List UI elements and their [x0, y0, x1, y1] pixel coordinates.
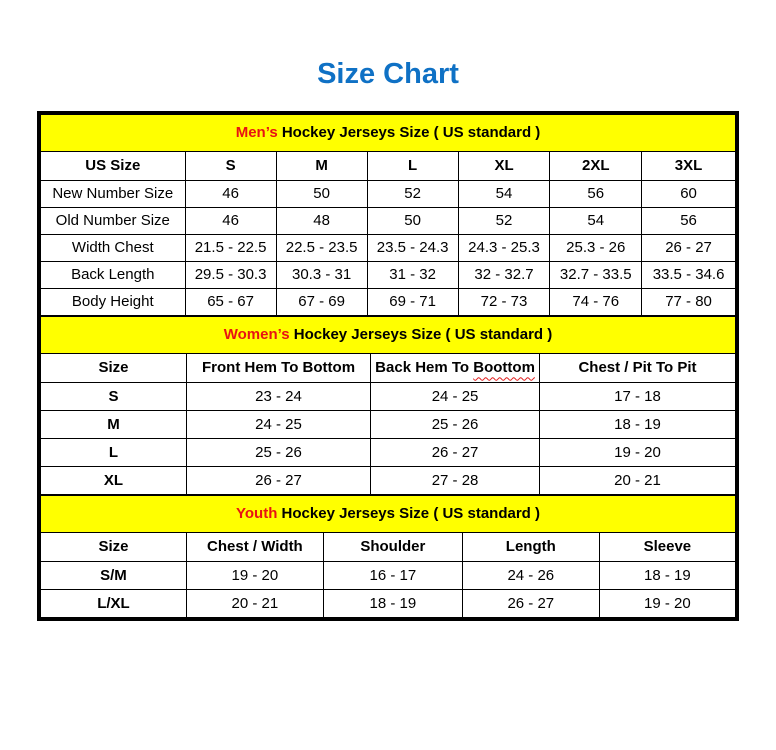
womens-size-cell: 19 - 20	[539, 439, 735, 467]
mens-size-cell: 22.5 - 23.5	[276, 235, 367, 262]
womens-size-cell: 26 - 27	[371, 439, 540, 467]
mens-size-table	[40, 114, 736, 316]
mens-size-cell: 54	[550, 208, 642, 235]
mens-size-cell: 25.3 - 26	[550, 235, 642, 262]
mens-size-cell: 74 - 76	[550, 289, 642, 316]
mens-heading-accent: Men’s	[235, 124, 278, 142]
mens-size-cell: 46	[185, 181, 276, 208]
mens-column-header-0: US Size	[41, 152, 186, 181]
womens-size-cell: 25 - 26	[371, 411, 540, 439]
youth-heading-text: Hockey Jerseys Size ( US standard )	[277, 505, 540, 523]
youth-size-cell: 19 - 20	[599, 590, 735, 618]
womens-section-heading	[41, 317, 736, 354]
womens-row-label: M	[41, 411, 187, 439]
mens-size-cell: 69 - 71	[367, 289, 458, 316]
womens-size-cell: 24 - 25	[186, 411, 370, 439]
womens-column-header-3: Chest / Pit To Pit	[539, 354, 735, 383]
youth-size-cell: 24 - 26	[462, 562, 599, 590]
mens-heading-text: Hockey Jerseys Size ( US standard )	[277, 124, 541, 142]
mens-column-header-6: 3XL	[642, 152, 736, 181]
mens-size-cell: 26 - 27	[642, 235, 736, 262]
misspelled-word: Boottom	[473, 359, 535, 377]
youth-column-header-4: Sleeve	[599, 533, 735, 562]
mens-table-row	[41, 289, 736, 316]
mens-size-cell: 65 - 67	[185, 289, 276, 316]
womens-size-cell: 18 - 19	[539, 411, 735, 439]
mens-size-cell: 48	[276, 208, 367, 235]
womens-row-label: S	[41, 383, 187, 411]
youth-heading-accent: Youth	[236, 505, 278, 523]
youth-column-header-3: Length	[462, 533, 599, 562]
mens-size-cell: 24.3 - 25.3	[458, 235, 550, 262]
mens-size-cell: 67 - 69	[276, 289, 367, 316]
size-chart-page	[0, 58, 776, 750]
youth-section-heading	[41, 496, 736, 533]
womens-size-cell: 23 - 24	[186, 383, 370, 411]
youth-header-row	[41, 533, 736, 562]
mens-column-header-3: L	[367, 152, 458, 181]
womens-heading-text: Hockey Jerseys Size ( US standard )	[289, 326, 553, 344]
page-title: Size Chart	[317, 58, 459, 90]
womens-row-label: XL	[41, 467, 187, 495]
mens-table-row	[41, 235, 736, 262]
mens-size-cell: 50	[367, 208, 458, 235]
mens-size-cell: 32 - 32.7	[458, 262, 550, 289]
mens-column-header-2: M	[276, 152, 367, 181]
womens-header-row	[41, 354, 736, 383]
youth-column-header-2: Shoulder	[323, 533, 462, 562]
mens-size-cell: 21.5 - 22.5	[185, 235, 276, 262]
mens-section-heading	[41, 115, 736, 152]
mens-size-cell: 72 - 73	[458, 289, 550, 316]
womens-column-header-2: Back Hem To Boottom	[371, 354, 540, 383]
youth-size-cell: 16 - 17	[323, 562, 462, 590]
mens-column-header-4: XL	[458, 152, 550, 181]
womens-section-band	[41, 317, 736, 354]
womens-row-label: L	[41, 439, 187, 467]
womens-size-cell: 24 - 25	[371, 383, 540, 411]
mens-size-cell: 50	[276, 181, 367, 208]
mens-size-cell: 32.7 - 33.5	[550, 262, 642, 289]
mens-size-cell: 54	[458, 181, 550, 208]
mens-table-row	[41, 181, 736, 208]
mens-size-cell: 56	[642, 208, 736, 235]
mens-table-row	[41, 208, 736, 235]
youth-size-table	[40, 495, 736, 618]
mens-size-cell: 46	[185, 208, 276, 235]
youth-table-row	[41, 590, 736, 618]
mens-row-label: Old Number Size	[41, 208, 186, 235]
mens-size-cell: 29.5 - 30.3	[185, 262, 276, 289]
youth-size-cell: 18 - 19	[323, 590, 462, 618]
womens-heading-accent: Women’s	[223, 326, 290, 344]
womens-column-header-1: Front Hem To Bottom	[186, 354, 370, 383]
mens-row-label: New Number Size	[41, 181, 186, 208]
womens-size-cell: 20 - 21	[539, 467, 735, 495]
youth-column-header-0: Size	[41, 533, 187, 562]
mens-size-cell: 33.5 - 34.6	[642, 262, 736, 289]
youth-size-cell: 18 - 19	[599, 562, 735, 590]
mens-size-cell: 30.3 - 31	[276, 262, 367, 289]
mens-size-cell: 52	[367, 181, 458, 208]
mens-size-cell: 56	[550, 181, 642, 208]
youth-row-label: S/M	[41, 562, 187, 590]
womens-size-cell: 26 - 27	[186, 467, 370, 495]
size-chart-tables	[37, 111, 739, 621]
mens-size-cell: 52	[458, 208, 550, 235]
womens-size-cell: 27 - 28	[371, 467, 540, 495]
youth-row-label: L/XL	[41, 590, 187, 618]
mens-row-label: Width Chest	[41, 235, 186, 262]
womens-size-cell: 17 - 18	[539, 383, 735, 411]
mens-section-band	[41, 115, 736, 152]
mens-table-row	[41, 262, 736, 289]
youth-section-band	[41, 496, 736, 533]
youth-size-cell: 26 - 27	[462, 590, 599, 618]
youth-table-row	[41, 562, 736, 590]
mens-size-cell: 60	[642, 181, 736, 208]
womens-size-cell: 25 - 26	[186, 439, 370, 467]
womens-table-row	[41, 439, 736, 467]
mens-row-label: Back Length	[41, 262, 186, 289]
mens-column-header-1: S	[185, 152, 276, 181]
womens-table-row	[41, 411, 736, 439]
mens-size-cell: 23.5 - 24.3	[367, 235, 458, 262]
womens-table-row	[41, 467, 736, 495]
youth-column-header-1: Chest / Width	[186, 533, 323, 562]
youth-size-cell: 19 - 20	[186, 562, 323, 590]
womens-table-row	[41, 383, 736, 411]
mens-row-label: Body Height	[41, 289, 186, 316]
womens-size-table	[40, 316, 736, 495]
mens-size-cell: 77 - 80	[642, 289, 736, 316]
mens-size-cell: 31 - 32	[367, 262, 458, 289]
mens-header-row	[41, 152, 736, 181]
youth-size-cell: 20 - 21	[186, 590, 323, 618]
mens-column-header-5: 2XL	[550, 152, 642, 181]
womens-column-header-0: Size	[41, 354, 187, 383]
